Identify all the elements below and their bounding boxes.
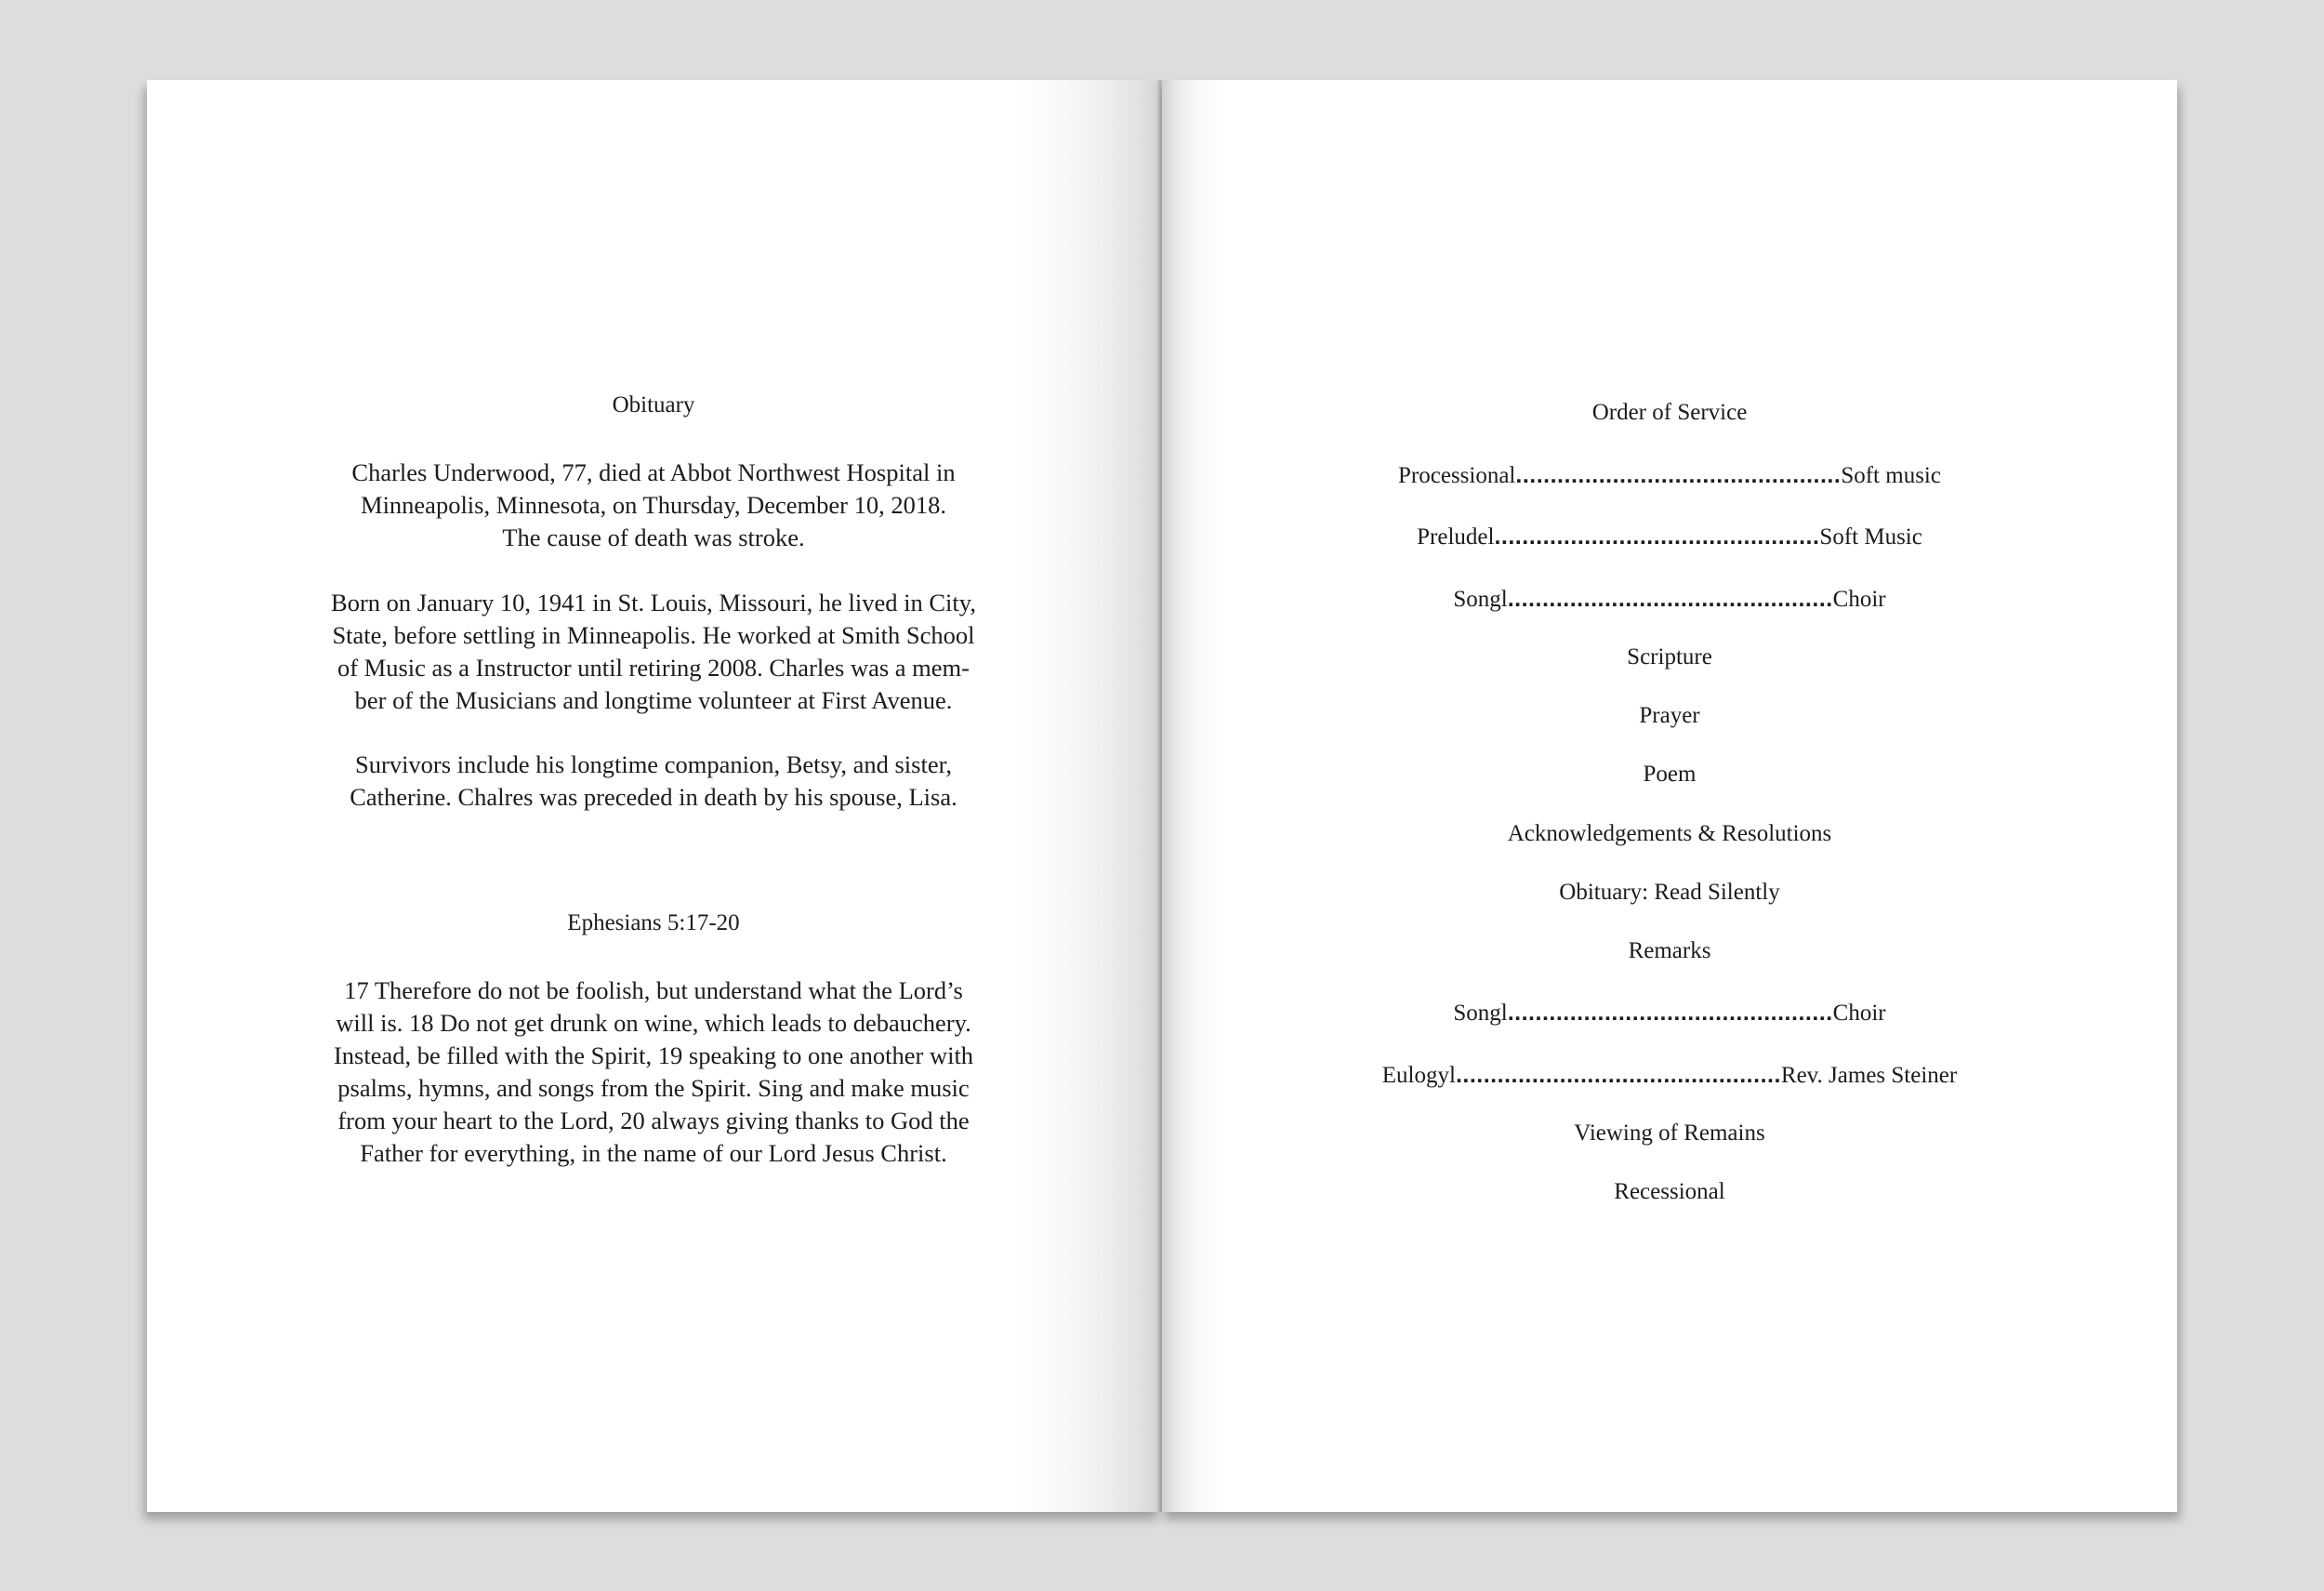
service-item-name: Songl (1453, 587, 1508, 612)
service-item-detail: Soft Music (1819, 524, 1922, 550)
service-item-prayer: Prayer (1639, 703, 1700, 728)
obituary-paragraph-2 (305, 587, 1002, 717)
scripture-heading: Ephesians 5:17-20 (567, 910, 740, 935)
service-item-detail: Choir (1832, 1001, 1886, 1026)
text-line: State, before settling in Minneapolis. He worked at Smith School (332, 621, 975, 649)
right-page (1162, 80, 2177, 1512)
text-line: Born on January 10, 1941 in St. Louis, Missouri, he lived in City, (331, 589, 976, 617)
dot-leader: ............................................... (1455, 1062, 1781, 1088)
text-line: will is. 18 Do not get drunk on wine, which leads to debauchery. (336, 1009, 971, 1037)
service-item-acknowledgements: Acknowledgements & Resolutions (1507, 821, 1832, 846)
text-line: The cause of death was stroke. (502, 524, 805, 551)
service-item-remarks: Remarks (1628, 938, 1711, 963)
service-item-name: Songl (1453, 1001, 1508, 1026)
service-item-prelude (1162, 524, 2177, 550)
service-item-detail: Rev. James Steiner (1780, 1063, 1958, 1088)
service-item-processional (1162, 462, 2177, 489)
dot-leader: ............................................... (1515, 462, 1842, 488)
service-item-name: Processional (1398, 463, 1516, 488)
dot-leader: ............................................... (1507, 586, 1833, 612)
obituary-heading: Obituary (612, 392, 695, 418)
text-line: Survivors include his longtime companion, Betsy, and sister, (355, 750, 952, 778)
text-line: of Music as a Instructor until retiring 2008. Charles was a mem- (337, 654, 970, 682)
service-item-song (1162, 586, 2177, 613)
text-line: Charles Underwood, 77, died at Abbot Northwest Hospital in (351, 458, 956, 486)
service-item-poem: Poem (1643, 762, 1697, 787)
service-item-viewing: Viewing of Remains (1574, 1120, 1765, 1146)
text-line: psalms, hymns, and songs from the Spirit. Sing and make music (337, 1074, 970, 1102)
left-page (147, 80, 1160, 1512)
service-item-recessional: Recessional (1614, 1179, 1725, 1204)
service-item-song-2 (1162, 1000, 2177, 1027)
text-line: Catherine. Chalres was preceded in death by his spouse, Lisa. (350, 783, 957, 811)
text-line: ber of the Musicians and longtime volunteer at First Avenue. (354, 686, 953, 714)
dot-leader: ............................................... (1507, 1000, 1833, 1026)
dot-leader: ............................................... (1494, 524, 1820, 550)
obituary-paragraph-3 (305, 749, 1002, 814)
order-of-service-heading: Order of Service (1591, 400, 1748, 425)
service-item-scripture: Scripture (1627, 644, 1712, 670)
service-item-detail: Choir (1832, 587, 1886, 612)
service-item-obituary: Obituary: Read Silently (1559, 880, 1780, 905)
service-item-name: Eulogyl (1381, 1063, 1456, 1088)
text-line: Instead, be filled with the Spirit, 19 speaking to one another with (333, 1041, 974, 1069)
scripture-passage (305, 974, 1002, 1170)
obituary-paragraph-1 (305, 457, 1002, 554)
text-line: Minneapolis, Minnesota, on Thursday, December 10, 2018. (361, 491, 946, 519)
text-line: Father for everything, in the name of our Lord Jesus Christ. (360, 1139, 947, 1167)
text-line: 17 Therefore do not be foolish, but understand what the Lord’s (344, 976, 963, 1004)
service-item-eulogy (1162, 1062, 2177, 1089)
service-item-detail: Soft music (1841, 463, 1941, 488)
text-line: from your heart to the Lord, 20 always giving thanks to God the (337, 1107, 970, 1134)
service-item-name: Preludel (1417, 524, 1495, 550)
